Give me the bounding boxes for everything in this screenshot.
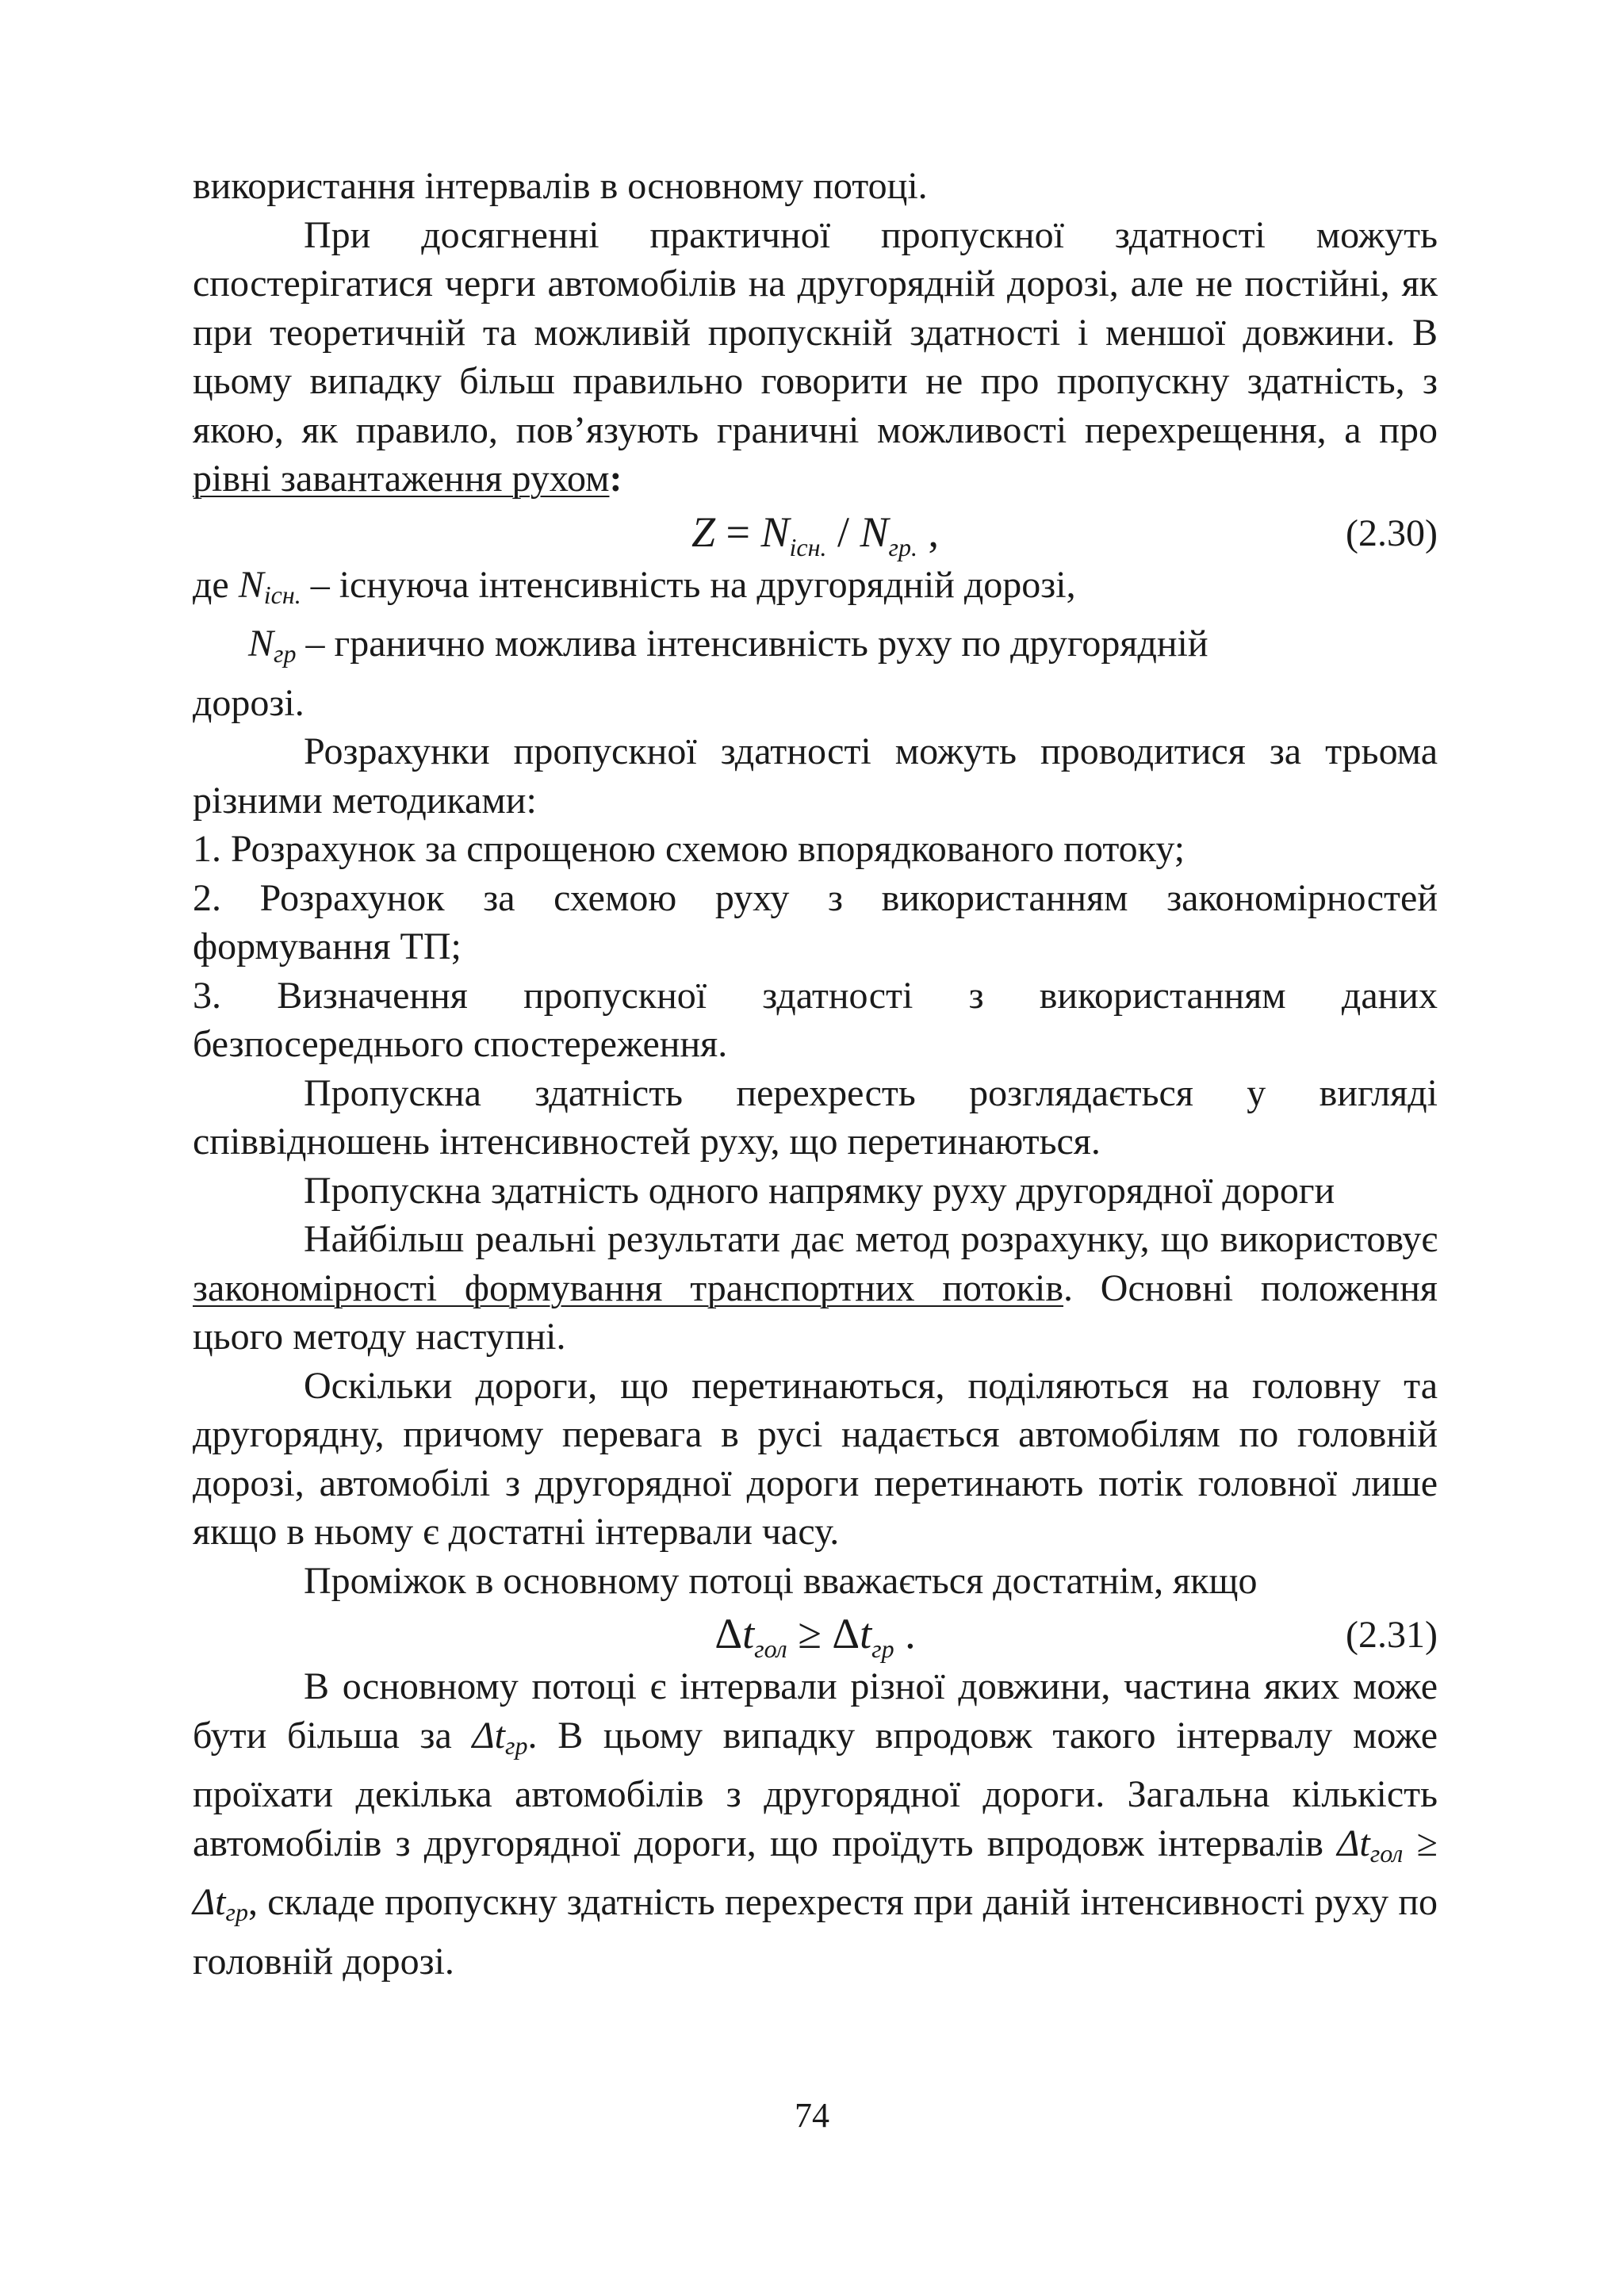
formula-n-limit-sub: гр. bbox=[888, 532, 918, 561]
paragraph-1: використання інтервалів в основному потоці. bbox=[193, 165, 928, 207]
definition-2-symbol-sub: гр bbox=[274, 639, 297, 668]
formula-n-existing-sub: існ. bbox=[789, 532, 827, 561]
formula-t-limit: t bbox=[860, 1610, 872, 1657]
page-number: 74 bbox=[795, 2096, 829, 2135]
paragraph-6-end: . Основні положення цього методу наступні. bbox=[193, 1266, 1438, 1358]
formula-equals: = bbox=[715, 508, 761, 556]
paragraph-9 bbox=[193, 1662, 1438, 1986]
formula-2-31 bbox=[193, 1605, 1438, 1677]
formula-t-main: t bbox=[742, 1610, 755, 1657]
formula-z: Z bbox=[691, 508, 716, 556]
page-content bbox=[193, 162, 1438, 1986]
definition-2-continuation: дорозі. bbox=[193, 681, 304, 724]
inline-symbol-dt-limit-2-base: Δt bbox=[193, 1881, 226, 1923]
paragraph-5: Пропускна здатність одного напрямку руху другорядної дороги bbox=[304, 1169, 1335, 1212]
formula-t-main-sub: гол bbox=[754, 1634, 787, 1663]
list-item-2: 2. Розрахунок за схемою руху з використанням закономірностей формування ТП; bbox=[193, 876, 1438, 967]
inline-symbol-dt-limit bbox=[472, 1714, 528, 1760]
definition-1-prefix: де bbox=[193, 563, 239, 606]
definition-2-text: – гранично можлива інтенсивність руху по другорядній bbox=[296, 623, 1208, 665]
inline-symbol-dt-main-base: Δt bbox=[1337, 1822, 1370, 1864]
paragraph-2-text: При досягненні практичної пропускної здатності можуть спостерігатися черги автомобілів на другорядній дорозі, але не постійні, як при теоретичній та можливій пропускній здатності і меншої довжини. В цьому випадку більш правильно говорити не про пропускну здатність, з якою, як правило, пов’язують граничні можливості перехрещення, а про bbox=[193, 213, 1438, 451]
formula-geq: ≥ bbox=[787, 1610, 833, 1657]
inline-symbol-dt-limit-base: Δt bbox=[472, 1714, 506, 1757]
definition-1-text: – існуюча інтенсивність на другорядній дорозі, bbox=[301, 563, 1076, 606]
underlined-term-flow-patterns: закономірності формування транспортних потоків bbox=[193, 1266, 1063, 1309]
formula-n-existing: N bbox=[760, 508, 790, 556]
inline-symbol-dt-limit-sub: гр bbox=[505, 1730, 528, 1760]
paragraph-6-start: Найбільш реальні результати дає метод розрахунку, що використовує bbox=[304, 1218, 1438, 1260]
paragraph-2 bbox=[193, 211, 1438, 504]
formula-2-30 bbox=[193, 504, 1438, 576]
colon: : bbox=[609, 458, 622, 500]
inline-symbol-dt-main bbox=[1337, 1822, 1404, 1868]
list-item-3: 3. Визначення пропускної здатності з використанням даних безпосереднього спостереження. bbox=[193, 974, 1438, 1065]
paragraph-6 bbox=[193, 1215, 1438, 1362]
paragraph-8: Проміжок в основному потоці вважається достатнім, якщо bbox=[304, 1559, 1258, 1602]
formula-slash: / bbox=[826, 508, 860, 556]
list-item-1: 1. Розрахунок за спрощеною схемою впорядкованого потоку; bbox=[193, 828, 1185, 870]
formula-2-30-line bbox=[193, 504, 1438, 561]
inline-symbol-dt-limit-2-sub: гр bbox=[225, 1898, 248, 1926]
formula-t-limit-sub: гр bbox=[871, 1634, 894, 1663]
equation-number-2-30: (2.30) bbox=[1346, 511, 1438, 554]
inline-geq: ≥ bbox=[1403, 1822, 1438, 1864]
formula-delta-1: Δ bbox=[714, 1610, 743, 1657]
definition-2 bbox=[193, 619, 1438, 679]
paragraph-9-c: , складе пропускну здатність перехрестя при даній інтенсивності руху по головній дорозі. bbox=[193, 1881, 1438, 1983]
formula-2-31-line bbox=[193, 1605, 1438, 1662]
paragraph-3: Розрахунки пропускної здатності можуть проводитися за трьома різними методиками: bbox=[193, 730, 1438, 822]
definition-1-symbol-sub: існ. bbox=[263, 580, 301, 609]
formula-period: . bbox=[894, 1610, 916, 1657]
equation-number-2-31: (2.31) bbox=[1346, 1614, 1438, 1656]
definition-1-symbol-letter: N bbox=[238, 563, 264, 606]
formula-delta-2: Δ bbox=[832, 1610, 860, 1657]
inline-symbol-dt-limit-2 bbox=[193, 1881, 248, 1926]
definition-2-symbol-letter: N bbox=[248, 623, 274, 665]
inline-symbol-dt-main-sub: гол bbox=[1369, 1838, 1404, 1868]
paragraph-4: Пропускна здатність перехресть розглядається у вигляді співвідношень інтенсивностей руху, що перетинаються. bbox=[193, 1071, 1438, 1163]
paragraph-7: Оскільки дороги, що перетинаються, поділяються на головну та другорядну, причому перевага в русі надається автомобілям по головній дорозі, автомобілі з другорядної дороги перетинають потік головної лише якщо в ньому є достатні інтервали часу. bbox=[193, 1364, 1438, 1553]
definition-2-symbol bbox=[248, 623, 297, 668]
formula-comma: , bbox=[917, 508, 940, 556]
paragraph-9-b: . В цьому випадку впродовж такого інтервалу може проїхати декілька автомобілів з другорядної дороги. Загальна кількість автомобілів з другорядної дороги, що проїдуть впродовж інтервалів bbox=[193, 1714, 1438, 1864]
paragraph-9-a: В основному потоці є інтервали різної довжини, частина яких може бути більша за bbox=[193, 1665, 1438, 1757]
underlined-term-load-levels: рівні завантаження рухом bbox=[193, 458, 610, 500]
formula-n-limit: N bbox=[860, 508, 889, 556]
